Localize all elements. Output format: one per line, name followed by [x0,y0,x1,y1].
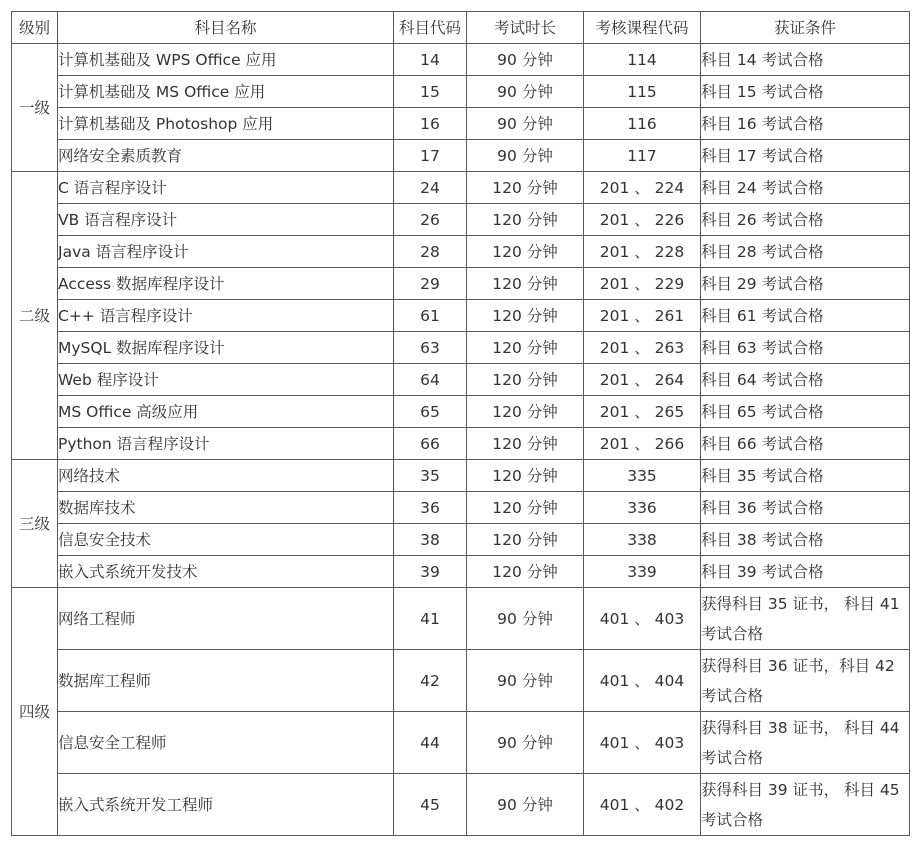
course-code-cell: 338 [584,524,701,556]
condition-cell: 科目 64 考试合格 [701,364,910,396]
subject-code-cell: 63 [394,332,467,364]
subject-code-cell: 14 [394,44,467,76]
table-row [12,460,910,492]
table-row [12,76,910,108]
duration-cell: 120 分钟 [467,428,584,460]
condition-cell: 科目 65 考试合格 [701,396,910,428]
duration-cell: 120 分钟 [467,332,584,364]
table-row [12,108,910,140]
duration-cell: 120 分钟 [467,172,584,204]
subject-name-cell: 数据库技术 [58,492,394,524]
duration-cell: 90 分钟 [467,588,584,650]
duration-cell: 120 分钟 [467,364,584,396]
table-row [12,588,910,650]
condition-cell: 科目 35 考试合格 [701,460,910,492]
subject-name-cell: 嵌入式系统开发技术 [58,556,394,588]
table-body [12,44,910,836]
duration-cell: 120 分钟 [467,492,584,524]
duration-cell: 120 分钟 [467,556,584,588]
subject-name-cell: 信息安全技术 [58,524,394,556]
condition-cell: 获得科目 36 证书，科目 42 考试合格 [701,650,910,712]
level-cell: 一级 [12,44,58,172]
subject-name-cell: C 语言程序设计 [58,172,394,204]
subject-code-cell: 66 [394,428,467,460]
table-row [12,140,910,172]
duration-cell: 90 分钟 [467,108,584,140]
course-code-cell: 339 [584,556,701,588]
condition-cell: 科目 61 考试合格 [701,300,910,332]
duration-cell: 90 分钟 [467,44,584,76]
condition-cell: 科目 24 考试合格 [701,172,910,204]
table-row [12,332,910,364]
duration-cell: 90 分钟 [467,650,584,712]
subject-name-cell: Python 语言程序设计 [58,428,394,460]
subject-name-cell: C++ 语言程序设计 [58,300,394,332]
level-cell: 二级 [12,172,58,460]
condition-cell: 科目 38 考试合格 [701,524,910,556]
course-code-cell: 201 、 229 [584,268,701,300]
subject-name-cell: MySQL 数据库程序设计 [58,332,394,364]
table-row [12,364,910,396]
subject-name-cell: 信息安全工程师 [58,712,394,774]
subject-name-cell: 计算机基础及 Photoshop 应用 [58,108,394,140]
course-code-cell: 201 、 266 [584,428,701,460]
table-row [12,204,910,236]
course-code-cell: 117 [584,140,701,172]
condition-cell: 科目 14 考试合格 [701,44,910,76]
subject-code-cell: 61 [394,300,467,332]
subject-code-cell: 15 [394,76,467,108]
subject-code-cell: 38 [394,524,467,556]
table-row [12,236,910,268]
level-cell: 四级 [12,588,58,836]
header-row [12,12,910,44]
subject-name-cell: 计算机基础及 WPS Office 应用 [58,44,394,76]
header-course-code: 考核课程代码 [584,12,701,44]
table-row [12,712,910,774]
table-row [12,172,910,204]
subject-name-cell: Web 程序设计 [58,364,394,396]
course-code-cell: 201 、 263 [584,332,701,364]
subject-code-cell: 17 [394,140,467,172]
subject-code-cell: 65 [394,396,467,428]
duration-cell: 120 分钟 [467,236,584,268]
condition-cell: 科目 29 考试合格 [701,268,910,300]
table-row [12,428,910,460]
subject-code-cell: 36 [394,492,467,524]
duration-cell: 120 分钟 [467,204,584,236]
subject-code-cell: 28 [394,236,467,268]
table-row [12,396,910,428]
condition-cell: 科目 28 考试合格 [701,236,910,268]
table-row [12,268,910,300]
subject-name-cell: 数据库工程师 [58,650,394,712]
condition-cell: 获得科目 38 证书， 科目 44 考试合格 [701,712,910,774]
subject-code-cell: 45 [394,774,467,836]
subject-name-cell: 计算机基础及 MS Office 应用 [58,76,394,108]
header-duration: 考试时长 [467,12,584,44]
course-code-cell: 201 、 226 [584,204,701,236]
header-subject-name: 科目名称 [58,12,394,44]
subject-name-cell: 嵌入式系统开发工程师 [58,774,394,836]
course-code-cell: 335 [584,460,701,492]
header-level: 级别 [12,12,58,44]
condition-cell: 科目 36 考试合格 [701,492,910,524]
duration-cell: 90 分钟 [467,712,584,774]
subject-name-cell: Access 数据库程序设计 [58,268,394,300]
subject-name-cell: MS Office 高级应用 [58,396,394,428]
duration-cell: 90 分钟 [467,76,584,108]
condition-cell: 科目 16 考试合格 [701,108,910,140]
table-row [12,774,910,836]
header-certificate-condition: 获证条件 [701,12,910,44]
exam-subjects-table [11,11,910,836]
table-row [12,492,910,524]
duration-cell: 90 分钟 [467,774,584,836]
condition-cell: 获得科目 39 证书， 科目 45 考试合格 [701,774,910,836]
duration-cell: 120 分钟 [467,460,584,492]
condition-cell: 获得科目 35 证书， 科目 41 考试合格 [701,588,910,650]
course-code-cell: 201 、 224 [584,172,701,204]
duration-cell: 120 分钟 [467,396,584,428]
course-code-cell: 401 、 402 [584,774,701,836]
subject-code-cell: 42 [394,650,467,712]
condition-cell: 科目 17 考试合格 [701,140,910,172]
course-code-cell: 201 、 265 [584,396,701,428]
condition-cell: 科目 39 考试合格 [701,556,910,588]
table-row [12,650,910,712]
table-row [12,44,910,76]
course-code-cell: 201 、 264 [584,364,701,396]
subject-code-cell: 26 [394,204,467,236]
table-row [12,300,910,332]
subject-code-cell: 29 [394,268,467,300]
subject-code-cell: 24 [394,172,467,204]
subject-name-cell: Java 语言程序设计 [58,236,394,268]
subject-code-cell: 39 [394,556,467,588]
level-cell: 三级 [12,460,58,588]
duration-cell: 120 分钟 [467,524,584,556]
course-code-cell: 401 、 403 [584,712,701,774]
subject-code-cell: 44 [394,712,467,774]
subject-name-cell: 网络工程师 [58,588,394,650]
subject-name-cell: 网络技术 [58,460,394,492]
condition-cell: 科目 63 考试合格 [701,332,910,364]
subject-code-cell: 35 [394,460,467,492]
table-row [12,524,910,556]
condition-cell: 科目 66 考试合格 [701,428,910,460]
table-row [12,556,910,588]
condition-cell: 科目 15 考试合格 [701,76,910,108]
course-code-cell: 115 [584,76,701,108]
subject-code-cell: 64 [394,364,467,396]
course-code-cell: 336 [584,492,701,524]
course-code-cell: 201 、 228 [584,236,701,268]
duration-cell: 90 分钟 [467,140,584,172]
course-code-cell: 401 、 404 [584,650,701,712]
duration-cell: 120 分钟 [467,300,584,332]
subject-name-cell: 网络安全素质教育 [58,140,394,172]
course-code-cell: 401 、 403 [584,588,701,650]
course-code-cell: 201 、 261 [584,300,701,332]
course-code-cell: 116 [584,108,701,140]
subject-code-cell: 16 [394,108,467,140]
course-code-cell: 114 [584,44,701,76]
duration-cell: 120 分钟 [467,268,584,300]
subject-name-cell: VB 语言程序设计 [58,204,394,236]
subject-code-cell: 41 [394,588,467,650]
condition-cell: 科目 26 考试合格 [701,204,910,236]
header-subject-code: 科目代码 [394,12,467,44]
